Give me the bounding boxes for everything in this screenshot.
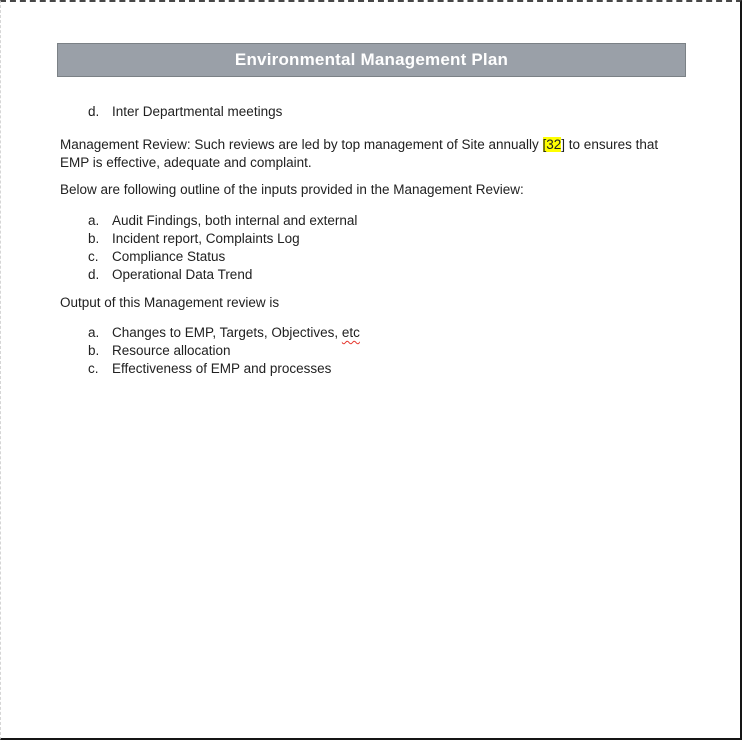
- document-body: [60, 103, 688, 378]
- list-item: [60, 212, 688, 230]
- list-marker: b.: [88, 343, 100, 358]
- list-item-text: Audit Findings, both internal and external: [112, 213, 358, 228]
- list-item-text: Operational Data Trend: [112, 267, 253, 282]
- list-item-text: Effectiveness of EMP and processes: [112, 361, 332, 376]
- paragraph-text-after: ] to ensures that EMP is effective, adequate and complaint.: [60, 137, 659, 170]
- list-item-text-main: Changes to EMP, Targets, Objectives,: [112, 325, 342, 340]
- title-banner: [57, 43, 686, 77]
- misspelled-word: etc: [341, 325, 360, 340]
- list-item-text: Inter Departmental meetings: [112, 104, 283, 119]
- management-review-paragraph: [60, 136, 688, 172]
- list-marker: d.: [88, 267, 100, 282]
- document-title: Environmental Management Plan: [234, 50, 509, 69]
- outputs-list: [60, 324, 688, 378]
- list-marker: a.: [88, 325, 100, 340]
- list-item-text: Incident report, Complaints Log: [112, 231, 300, 246]
- list-item: [60, 248, 688, 266]
- list-marker: b.: [88, 231, 100, 246]
- list-item: [60, 266, 688, 284]
- outputs-intro: Output of this Management review is: [60, 295, 280, 310]
- list-marker: c.: [88, 249, 99, 264]
- list-item-text: Resource allocation: [112, 343, 231, 358]
- inputs-intro: Below are following outline of the inputs provided in the Management Review:: [60, 182, 524, 197]
- list-item-text: Compliance Status: [112, 249, 226, 264]
- list-item-inter-departmental: [60, 103, 688, 121]
- highlighted-reference: [32: [542, 137, 562, 152]
- paragraph-text-before: Management Review: Such reviews are led by top management of Site annually: [60, 137, 543, 152]
- list-marker: c.: [88, 361, 99, 376]
- list-item-text: [112, 324, 360, 342]
- list-item: [60, 324, 688, 342]
- inputs-list: [60, 212, 688, 284]
- list-marker: a.: [88, 213, 100, 228]
- list-item: [60, 342, 688, 360]
- list-item: [60, 360, 688, 378]
- list-item: [60, 230, 688, 248]
- list-marker: d.: [88, 104, 100, 119]
